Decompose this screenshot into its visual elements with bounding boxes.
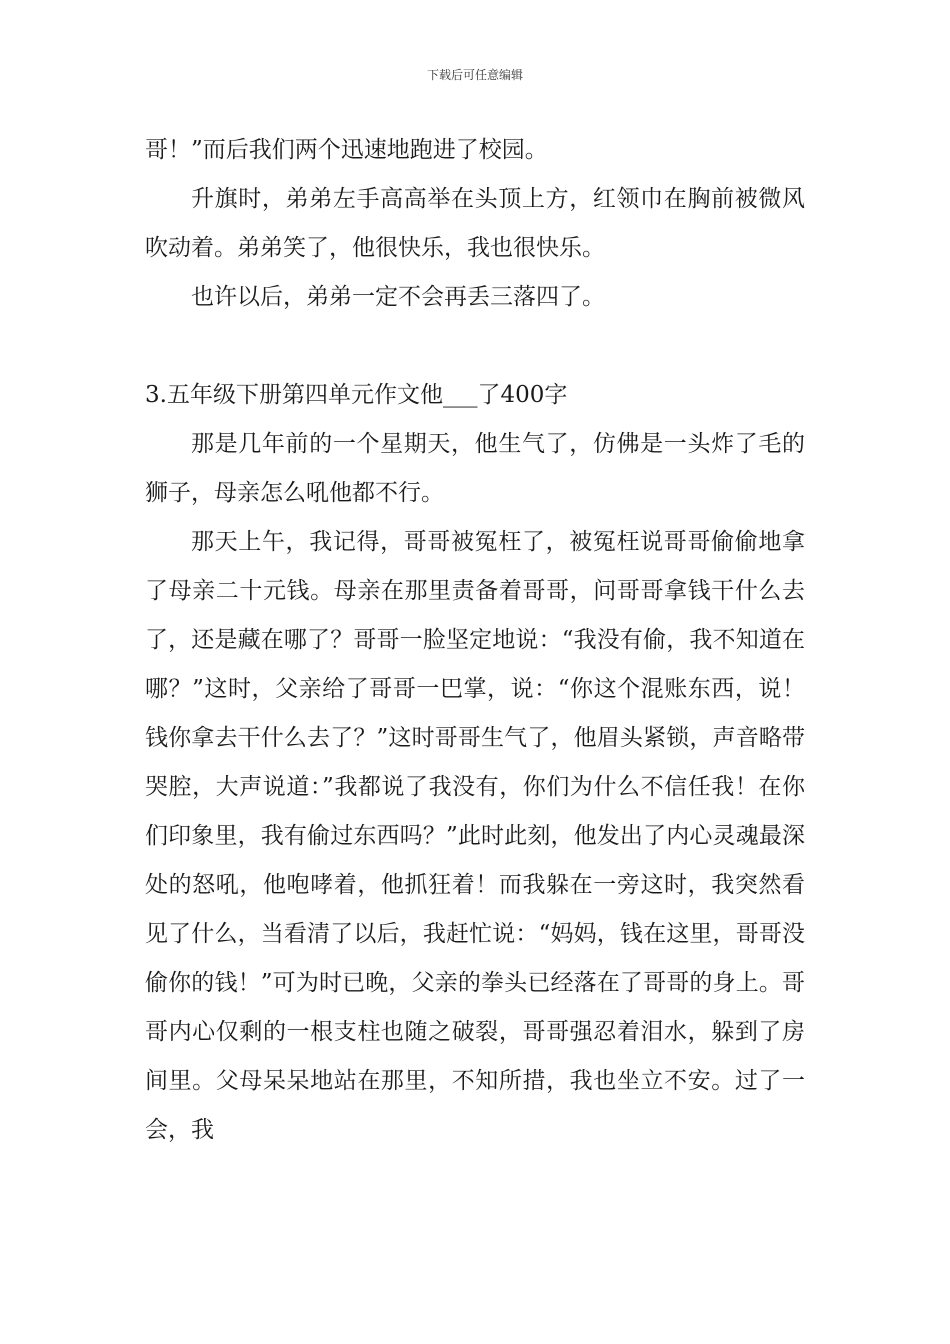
essay-title: 3.五年级下册第四单元作文他___了400字 <box>145 382 568 408</box>
paragraph: 那天上午，我记得，哥哥被冤枉了，被冤枉说哥哥偷偷地拿了母亲二十元钱。母亲在那里责备着哥哥，问哥哥拿钱干什么去了，还是藏在哪了？哥哥一脸坚定地说：“我没有偷，我不知道在哪？”这时，父亲给了哥哥一巴掌，说：“你这个混账东西，说！钱你拿去干什么去了？”这时哥哥生气了，他眉头紧锁，声音略带哭腔，大声说道：”我都说了我没有，你们为什么不信任我！在你们印象里，我有偷过东西吗？”此时此刻，他发出了内心灵魂最深处的怒吼，他咆哮着，他抓狂着！而我躲在一旁这时，我突然看见了什么，当看清了以后，我赶忙说：“妈妈，钱在这里，哥哥没偷你的钱！”可为时已晚，父亲的拳头已经落在了哥哥的身上。哥哥内心仅剩的一根支柱也随之破裂，哥哥强忍着泪水，躲到了房间里。父母呆呆地站在那里，不知所措，我也坐立不安。过了一会，我 <box>145 529 805 1143</box>
document-body <box>145 126 805 1155</box>
continuation-paragraph: 哥！”而后我们两个迅速地跑进了校园。 <box>145 137 548 163</box>
paragraph: 升旗时，弟弟左手高高举在头顶上方，红领巾在胸前被微风吹动着。弟弟笑了，他很快乐，我也很快乐。 <box>145 186 805 261</box>
paragraph: 那是几年前的一个星期天，他生气了，仿佛是一头炸了毛的狮子，母亲怎么吼他都不行。 <box>145 431 805 506</box>
paragraph: 也许以后，弟弟一定不会再丢三落四了。 <box>191 284 605 310</box>
page-header: 下载后可任意编辑 <box>426 68 523 82</box>
